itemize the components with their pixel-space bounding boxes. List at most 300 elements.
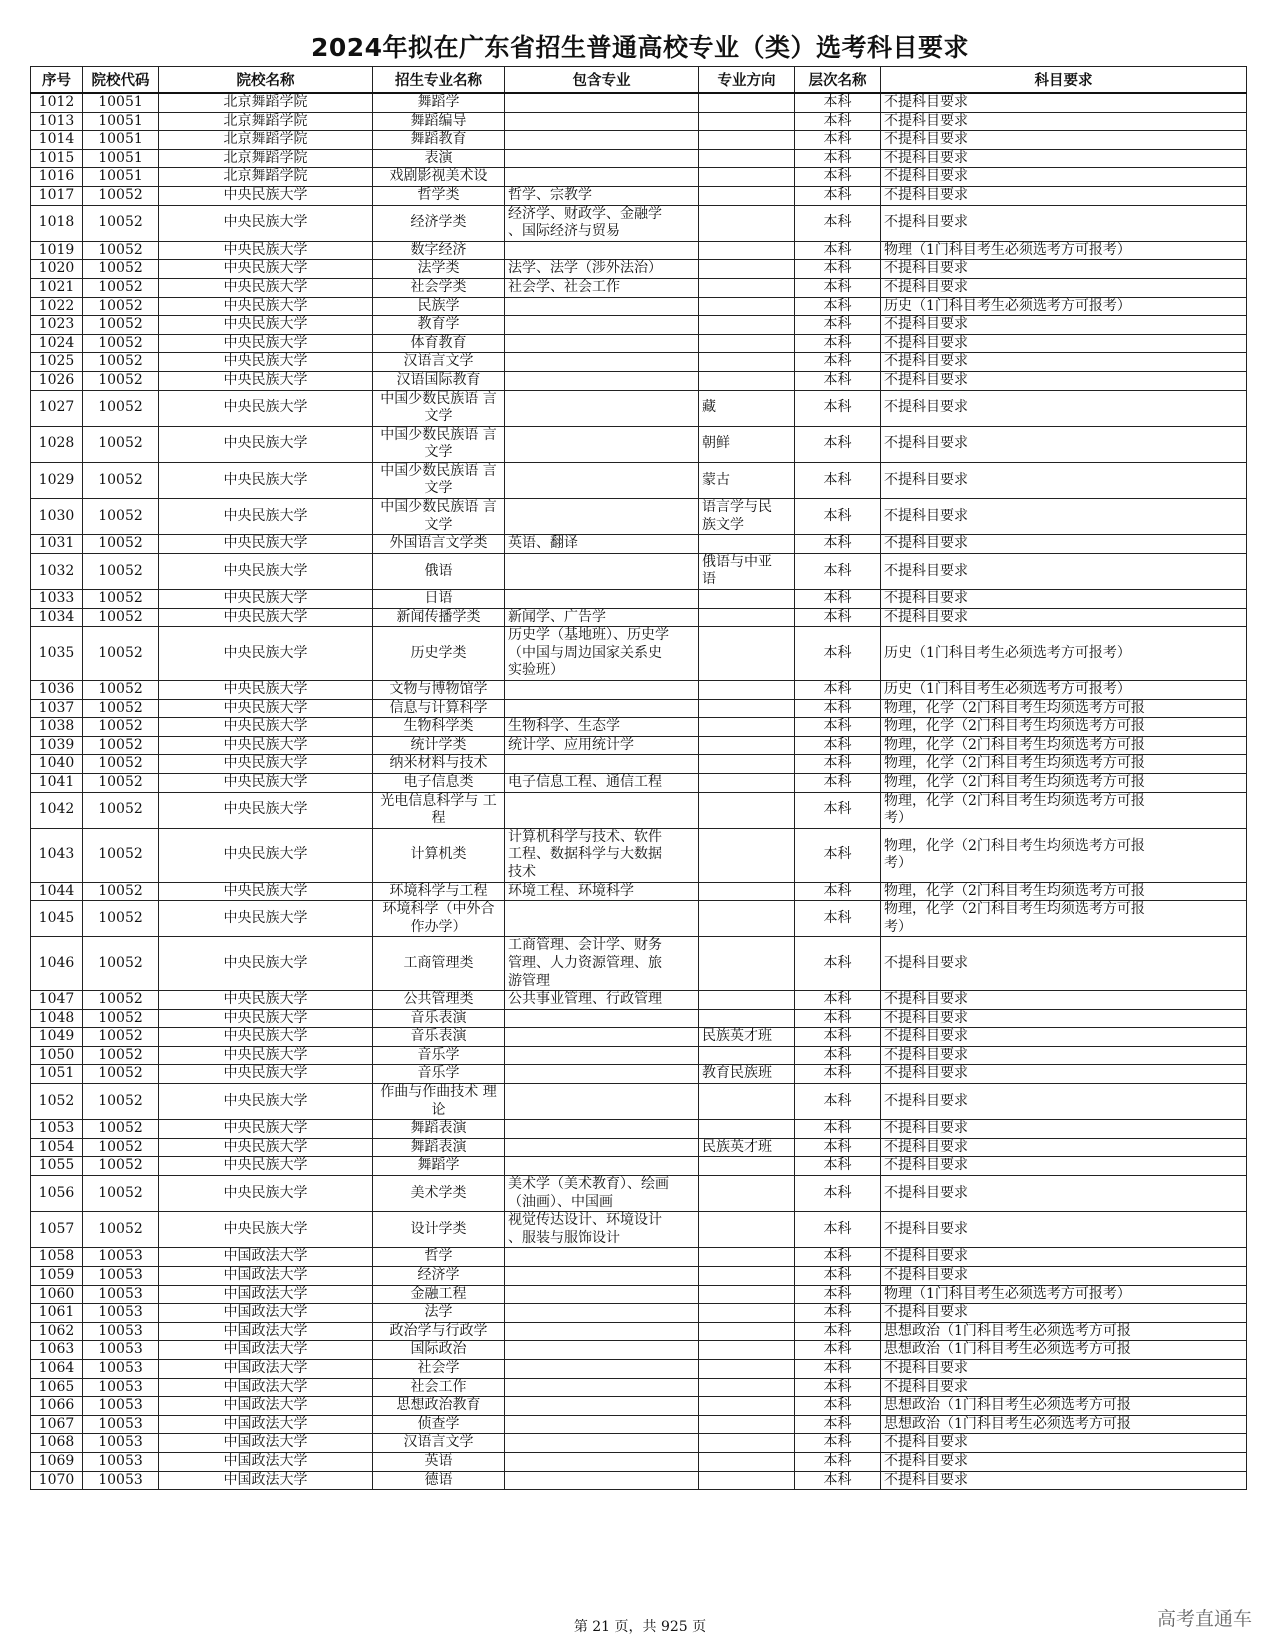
cell-included-majors: 统计学、应用统计学 — [505, 736, 699, 755]
cell-school-name: 中央民族大学 — [159, 426, 373, 462]
cell-school-name: 中央民族大学 — [159, 1065, 373, 1084]
cell-major-name: 新闻传播学类 — [373, 608, 505, 627]
cell-major-name: 民族学 — [373, 297, 505, 316]
cell-subject-req: 不提科目要求 — [881, 1304, 1247, 1323]
cell-subject-req: 不提科目要求 — [881, 112, 1247, 131]
cell-index: 1045 — [31, 901, 83, 937]
cell-index: 1068 — [31, 1434, 83, 1453]
table-row — [31, 773, 1247, 792]
cell-level: 本科 — [795, 112, 881, 131]
table-row — [31, 462, 1247, 498]
cell-included-majors — [505, 112, 699, 131]
cell-direction — [699, 260, 795, 279]
cell-index: 1053 — [31, 1120, 83, 1139]
cell-included-majors — [505, 1248, 699, 1267]
cell-school-code: 10052 — [83, 353, 159, 372]
cell-index: 1018 — [31, 205, 83, 241]
cell-direction — [699, 681, 795, 700]
brand-watermark: 高考直通车 — [1156, 1608, 1252, 1630]
cell-index: 1052 — [31, 1084, 83, 1120]
cell-major-name: 舞蹈教育 — [373, 131, 505, 150]
cell-school-name: 中央民族大学 — [159, 627, 373, 681]
cell-school-name: 中国政法大学 — [159, 1359, 373, 1378]
cell-level: 本科 — [795, 590, 881, 609]
cell-level: 本科 — [795, 937, 881, 991]
cell-direction: 民族英才班 — [699, 1028, 795, 1047]
cell-included-majors — [505, 1452, 699, 1471]
cell-subject-req: 不提科目要求 — [881, 1378, 1247, 1397]
table-row — [31, 1138, 1247, 1157]
cell-major-name: 音乐学 — [373, 1065, 505, 1084]
cell-school-code: 10052 — [83, 462, 159, 498]
cell-subject-req: 物理，化学（2门科目考生均须选考方可报 — [881, 882, 1247, 901]
cell-level: 本科 — [795, 736, 881, 755]
cell-direction: 蒙古 — [699, 462, 795, 498]
cell-index: 1048 — [31, 1009, 83, 1028]
cell-major-name: 中国少数民族语 言文学 — [373, 462, 505, 498]
cell-major-name: 历史学类 — [373, 627, 505, 681]
cell-direction — [699, 736, 795, 755]
cell-level: 本科 — [795, 828, 881, 882]
cell-major-name: 舞蹈编导 — [373, 112, 505, 131]
cell-major-name: 政治学与行政学 — [373, 1322, 505, 1341]
col-header-level: 层次名称 — [795, 67, 881, 94]
cell-direction — [699, 1009, 795, 1028]
cell-school-code: 10052 — [83, 205, 159, 241]
cell-level: 本科 — [795, 1359, 881, 1378]
cell-major-name: 纳米材料与技术 — [373, 755, 505, 774]
requirements-table — [30, 66, 1247, 1490]
table-row — [31, 1009, 1247, 1028]
cell-included-majors: 环境工程、环境科学 — [505, 882, 699, 901]
cell-school-name: 中央民族大学 — [159, 390, 373, 426]
cell-index: 1036 — [31, 681, 83, 700]
cell-school-name: 北京舞蹈学院 — [159, 112, 373, 131]
cell-subject-req: 不提科目要求 — [881, 590, 1247, 609]
cell-school-name: 北京舞蹈学院 — [159, 149, 373, 168]
table-row — [31, 736, 1247, 755]
cell-school-code: 10053 — [83, 1285, 159, 1304]
cell-school-code: 10052 — [83, 792, 159, 828]
cell-included-majors — [505, 1267, 699, 1286]
cell-level: 本科 — [795, 499, 881, 535]
cell-school-name: 中央民族大学 — [159, 755, 373, 774]
cell-subject-req: 物理（1门科目考生必须选考方可报考） — [881, 1285, 1247, 1304]
cell-included-majors — [505, 241, 699, 260]
cell-school-code: 10052 — [83, 1120, 159, 1139]
cell-index: 1061 — [31, 1304, 83, 1323]
cell-school-name: 中央民族大学 — [159, 462, 373, 498]
cell-school-name: 中央民族大学 — [159, 278, 373, 297]
cell-subject-req: 不提科目要求 — [881, 1138, 1247, 1157]
cell-included-majors: 法学、法学（涉外法治） — [505, 260, 699, 279]
cell-level: 本科 — [795, 1028, 881, 1047]
cell-school-code: 10052 — [83, 991, 159, 1010]
cell-index: 1070 — [31, 1471, 83, 1490]
cell-included-majors — [505, 1157, 699, 1176]
cell-included-majors: 公共事业管理、行政管理 — [505, 991, 699, 1010]
cell-school-name: 中央民族大学 — [159, 792, 373, 828]
cell-school-name: 中国政法大学 — [159, 1397, 373, 1416]
cell-major-name: 中国少数民族语 言文学 — [373, 499, 505, 535]
cell-included-majors — [505, 1359, 699, 1378]
cell-index: 1034 — [31, 608, 83, 627]
table-row — [31, 901, 1247, 937]
cell-included-majors — [505, 316, 699, 335]
cell-school-name: 中央民族大学 — [159, 535, 373, 554]
cell-index: 1054 — [31, 1138, 83, 1157]
cell-school-code: 10052 — [83, 186, 159, 205]
cell-subject-req: 历史（1门科目考生必须选考方可报考） — [881, 681, 1247, 700]
cell-index: 1040 — [31, 755, 83, 774]
cell-index: 1055 — [31, 1157, 83, 1176]
cell-direction — [699, 1267, 795, 1286]
cell-included-majors — [505, 353, 699, 372]
cell-index: 1066 — [31, 1397, 83, 1416]
table-row — [31, 627, 1247, 681]
cell-subject-req: 思想政治（1门科目考生必须选考方可报 — [881, 1415, 1247, 1434]
cell-direction — [699, 316, 795, 335]
cell-index: 1046 — [31, 937, 83, 991]
cell-school-name: 中央民族大学 — [159, 1212, 373, 1248]
cell-school-code: 10053 — [83, 1322, 159, 1341]
cell-index: 1060 — [31, 1285, 83, 1304]
cell-major-name: 环境科学与工程 — [373, 882, 505, 901]
cell-included-majors — [505, 1028, 699, 1047]
cell-subject-req: 不提科目要求 — [881, 937, 1247, 991]
cell-subject-req: 思想政治（1门科目考生必须选考方可报 — [881, 1397, 1247, 1416]
cell-major-name: 舞蹈学 — [373, 93, 505, 112]
cell-subject-req: 不提科目要求 — [881, 1046, 1247, 1065]
cell-included-majors — [505, 1434, 699, 1453]
cell-major-name: 侦查学 — [373, 1415, 505, 1434]
table-row — [31, 1028, 1247, 1047]
table-header-row — [31, 67, 1247, 94]
table-row — [31, 1471, 1247, 1490]
cell-level: 本科 — [795, 371, 881, 390]
cell-direction — [699, 1397, 795, 1416]
table-row — [31, 828, 1247, 882]
table-row — [31, 1322, 1247, 1341]
cell-level: 本科 — [795, 260, 881, 279]
cell-level: 本科 — [795, 168, 881, 187]
cell-subject-req: 不提科目要求 — [881, 131, 1247, 150]
cell-major-name: 哲学 — [373, 1248, 505, 1267]
table-row — [31, 1046, 1247, 1065]
cell-school-name: 中央民族大学 — [159, 1009, 373, 1028]
cell-level: 本科 — [795, 1285, 881, 1304]
cell-school-code: 10052 — [83, 718, 159, 737]
cell-school-name: 中央民族大学 — [159, 371, 373, 390]
cell-level: 本科 — [795, 718, 881, 737]
cell-subject-req: 物理，化学（2门科目考生均须选考方可报 — [881, 736, 1247, 755]
cell-school-name: 中央民族大学 — [159, 1046, 373, 1065]
cell-school-code: 10052 — [83, 1028, 159, 1047]
table-row — [31, 718, 1247, 737]
col-header-included-majors: 包含专业 — [505, 67, 699, 94]
cell-included-majors — [505, 1341, 699, 1360]
cell-school-name: 中央民族大学 — [159, 991, 373, 1010]
cell-school-name: 中央民族大学 — [159, 334, 373, 353]
cell-subject-req: 不提科目要求 — [881, 608, 1247, 627]
cell-included-majors — [505, 334, 699, 353]
cell-major-name: 金融工程 — [373, 1285, 505, 1304]
cell-subject-req: 不提科目要求 — [881, 991, 1247, 1010]
cell-level: 本科 — [795, 1434, 881, 1453]
cell-school-code: 10052 — [83, 699, 159, 718]
cell-included-majors: 工商管理、会计学、财务 管理、人力资源管理、旅 游管理 — [505, 937, 699, 991]
cell-subject-req: 不提科目要求 — [881, 426, 1247, 462]
cell-level: 本科 — [795, 1304, 881, 1323]
cell-direction — [699, 773, 795, 792]
cell-major-name: 社会学 — [373, 1359, 505, 1378]
cell-major-name: 教育学 — [373, 316, 505, 335]
cell-direction: 藏 — [699, 390, 795, 426]
cell-major-name: 公共管理类 — [373, 991, 505, 1010]
cell-school-name: 中央民族大学 — [159, 186, 373, 205]
cell-level: 本科 — [795, 1065, 881, 1084]
cell-school-code: 10053 — [83, 1434, 159, 1453]
cell-subject-req: 思想政治（1门科目考生必须选考方可报 — [881, 1322, 1247, 1341]
cell-major-name: 汉语言文学 — [373, 353, 505, 372]
cell-direction — [699, 755, 795, 774]
cell-major-name: 统计学类 — [373, 736, 505, 755]
table-row — [31, 149, 1247, 168]
table-row — [31, 1065, 1247, 1084]
cell-school-code: 10051 — [83, 93, 159, 112]
cell-included-majors — [505, 1304, 699, 1323]
cell-index: 1067 — [31, 1415, 83, 1434]
cell-major-name: 经济学 — [373, 1267, 505, 1286]
table-row — [31, 882, 1247, 901]
cell-direction — [699, 1322, 795, 1341]
cell-major-name: 国际政治 — [373, 1341, 505, 1360]
cell-direction — [699, 297, 795, 316]
cell-direction — [699, 131, 795, 150]
cell-major-name: 数字经济 — [373, 241, 505, 260]
cell-included-majors — [505, 590, 699, 609]
cell-direction — [699, 828, 795, 882]
cell-included-majors — [505, 901, 699, 937]
cell-direction — [699, 241, 795, 260]
cell-school-name: 中央民族大学 — [159, 1176, 373, 1212]
cell-school-code: 10052 — [83, 755, 159, 774]
cell-index: 1050 — [31, 1046, 83, 1065]
table-row — [31, 278, 1247, 297]
cell-school-code: 10051 — [83, 168, 159, 187]
cell-major-name: 中国少数民族语 言文学 — [373, 426, 505, 462]
cell-school-code: 10052 — [83, 1212, 159, 1248]
cell-subject-req: 不提科目要求 — [881, 334, 1247, 353]
cell-school-name: 中央民族大学 — [159, 681, 373, 700]
table-row — [31, 590, 1247, 609]
cell-school-code: 10053 — [83, 1304, 159, 1323]
cell-level: 本科 — [795, 149, 881, 168]
cell-major-name: 计算机类 — [373, 828, 505, 882]
cell-index: 1012 — [31, 93, 83, 112]
cell-school-code: 10052 — [83, 882, 159, 901]
cell-level: 本科 — [795, 1009, 881, 1028]
cell-subject-req: 物理，化学（2门科目考生均须选考方可报 — [881, 773, 1247, 792]
cell-subject-req: 不提科目要求 — [881, 553, 1247, 589]
cell-index: 1028 — [31, 426, 83, 462]
cell-subject-req: 物理，化学（2门科目考生均须选考方可报 考） — [881, 901, 1247, 937]
cell-index: 1037 — [31, 699, 83, 718]
cell-major-name: 信息与计算科学 — [373, 699, 505, 718]
cell-subject-req: 不提科目要求 — [881, 1471, 1247, 1490]
cell-school-name: 中国政法大学 — [159, 1248, 373, 1267]
cell-major-name: 舞蹈学 — [373, 1157, 505, 1176]
cell-index: 1027 — [31, 390, 83, 426]
cell-major-name: 思想政治教育 — [373, 1397, 505, 1416]
cell-school-name: 中央民族大学 — [159, 553, 373, 589]
table-row — [31, 93, 1247, 112]
cell-level: 本科 — [795, 131, 881, 150]
cell-index: 1025 — [31, 353, 83, 372]
cell-subject-req: 不提科目要求 — [881, 1434, 1247, 1453]
cell-index: 1029 — [31, 462, 83, 498]
cell-level: 本科 — [795, 792, 881, 828]
cell-major-name: 生物科学类 — [373, 718, 505, 737]
cell-school-name: 中央民族大学 — [159, 608, 373, 627]
cell-major-name: 社会学类 — [373, 278, 505, 297]
cell-school-name: 中央民族大学 — [159, 882, 373, 901]
cell-school-code: 10052 — [83, 627, 159, 681]
cell-included-majors — [505, 1120, 699, 1139]
cell-index: 1019 — [31, 241, 83, 260]
cell-school-name: 中国政法大学 — [159, 1415, 373, 1434]
cell-included-majors — [505, 149, 699, 168]
cell-subject-req: 不提科目要求 — [881, 186, 1247, 205]
cell-direction — [699, 901, 795, 937]
cell-included-majors — [505, 426, 699, 462]
cell-direction — [699, 608, 795, 627]
cell-level: 本科 — [795, 390, 881, 426]
cell-school-code: 10053 — [83, 1359, 159, 1378]
cell-level: 本科 — [795, 1157, 881, 1176]
cell-subject-req: 不提科目要求 — [881, 205, 1247, 241]
cell-level: 本科 — [795, 278, 881, 297]
cell-major-name: 社会工作 — [373, 1378, 505, 1397]
cell-index: 1022 — [31, 297, 83, 316]
cell-school-name: 中央民族大学 — [159, 1138, 373, 1157]
cell-included-majors — [505, 390, 699, 426]
cell-level: 本科 — [795, 1378, 881, 1397]
cell-direction — [699, 1285, 795, 1304]
cell-direction: 教育民族班 — [699, 1065, 795, 1084]
cell-level: 本科 — [795, 1452, 881, 1471]
cell-included-majors — [505, 1322, 699, 1341]
cell-school-code: 10052 — [83, 390, 159, 426]
cell-subject-req: 不提科目要求 — [881, 462, 1247, 498]
cell-level: 本科 — [795, 1138, 881, 1157]
cell-school-name: 中央民族大学 — [159, 590, 373, 609]
cell-included-majors: 电子信息工程、通信工程 — [505, 773, 699, 792]
cell-direction — [699, 1120, 795, 1139]
cell-school-name: 中央民族大学 — [159, 736, 373, 755]
cell-school-code: 10052 — [83, 278, 159, 297]
cell-included-majors — [505, 499, 699, 535]
cell-major-name: 光电信息科学与 工程 — [373, 792, 505, 828]
cell-included-majors — [505, 1065, 699, 1084]
cell-school-code: 10052 — [83, 241, 159, 260]
cell-level: 本科 — [795, 681, 881, 700]
table-row — [31, 205, 1247, 241]
cell-index: 1044 — [31, 882, 83, 901]
cell-subject-req: 历史（1门科目考生必须选考方可报考） — [881, 297, 1247, 316]
cell-direction — [699, 718, 795, 737]
cell-direction: 朝鲜 — [699, 426, 795, 462]
cell-subject-req: 历史（1门科目考生必须选考方可报考） — [881, 627, 1247, 681]
table-row — [31, 1415, 1247, 1434]
cell-included-majors: 新闻学、广告学 — [505, 608, 699, 627]
cell-direction — [699, 278, 795, 297]
cell-included-majors — [505, 462, 699, 498]
cell-direction — [699, 627, 795, 681]
cell-major-name: 作曲与作曲技术 理论 — [373, 1084, 505, 1120]
col-header-major-name: 招生专业名称 — [373, 67, 505, 94]
cell-school-code: 10052 — [83, 608, 159, 627]
cell-school-name: 中国政法大学 — [159, 1452, 373, 1471]
cell-index: 1021 — [31, 278, 83, 297]
cell-included-majors — [505, 93, 699, 112]
cell-school-name: 中国政法大学 — [159, 1471, 373, 1490]
cell-included-majors — [505, 699, 699, 718]
cell-direction — [699, 1157, 795, 1176]
cell-included-majors — [505, 755, 699, 774]
cell-school-name: 中央民族大学 — [159, 297, 373, 316]
cell-included-majors: 英语、翻译 — [505, 535, 699, 554]
cell-direction — [699, 1378, 795, 1397]
cell-index: 1069 — [31, 1452, 83, 1471]
cell-direction — [699, 590, 795, 609]
cell-school-name: 中央民族大学 — [159, 718, 373, 737]
cell-major-name: 电子信息类 — [373, 773, 505, 792]
cell-index: 1024 — [31, 334, 83, 353]
cell-index: 1058 — [31, 1248, 83, 1267]
table-row — [31, 681, 1247, 700]
table-row — [31, 991, 1247, 1010]
cell-included-majors — [505, 1397, 699, 1416]
cell-major-name: 汉语言文学 — [373, 1434, 505, 1453]
cell-level: 本科 — [795, 353, 881, 372]
cell-school-code: 10052 — [83, 499, 159, 535]
table-row — [31, 112, 1247, 131]
cell-direction — [699, 1452, 795, 1471]
cell-included-majors — [505, 1378, 699, 1397]
cell-level: 本科 — [795, 426, 881, 462]
cell-subject-req: 不提科目要求 — [881, 149, 1247, 168]
cell-school-code: 10052 — [83, 1084, 159, 1120]
cell-school-name: 中央民族大学 — [159, 1157, 373, 1176]
table-row — [31, 755, 1247, 774]
cell-level: 本科 — [795, 1120, 881, 1139]
table-row — [31, 1084, 1247, 1120]
cell-direction — [699, 1304, 795, 1323]
cell-index: 1030 — [31, 499, 83, 535]
cell-major-name: 音乐表演 — [373, 1009, 505, 1028]
cell-school-name: 中央民族大学 — [159, 773, 373, 792]
cell-index: 1059 — [31, 1267, 83, 1286]
cell-subject-req: 不提科目要求 — [881, 260, 1247, 279]
cell-school-code: 10052 — [83, 1138, 159, 1157]
cell-school-name: 中央民族大学 — [159, 260, 373, 279]
cell-included-majors — [505, 1009, 699, 1028]
table-row — [31, 1378, 1247, 1397]
cell-index: 1065 — [31, 1378, 83, 1397]
cell-subject-req: 物理，化学（2门科目考生均须选考方可报 — [881, 755, 1247, 774]
cell-school-code: 10053 — [83, 1471, 159, 1490]
